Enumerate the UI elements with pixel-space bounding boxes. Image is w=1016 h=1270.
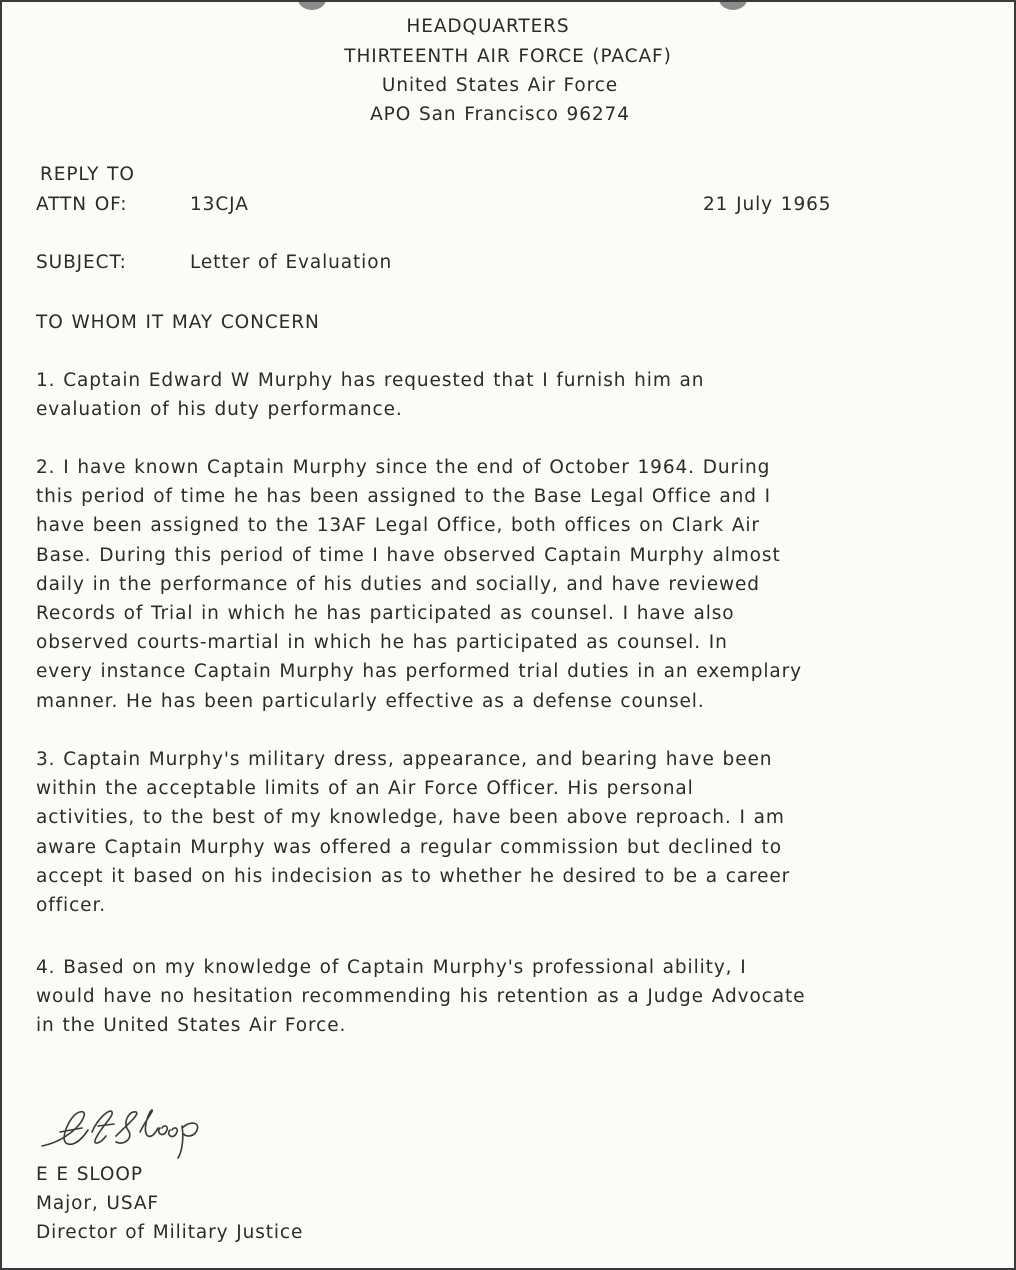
- paragraph-line: evaluation of his duty performance.: [36, 399, 403, 421]
- paragraph-line: every instance Captain Murphy has performed trial duties in an exemplary: [36, 661, 802, 683]
- paragraph-line: in the United States Air Force.: [36, 1015, 347, 1037]
- letter-date: 21 July 1965: [703, 194, 832, 215]
- salutation: TO WHOM IT MAY CONCERN: [36, 312, 320, 333]
- paragraph-line: within the acceptable limits of an Air Force Officer. His personal: [36, 778, 694, 800]
- signature-block: [36, 1160, 303, 1248]
- paragraph-line: 4. Based on my knowledge of Captain Murphy's professional ability, I: [36, 957, 747, 978]
- paragraph-line: this period of time he has been assigned to the Base Legal Office and I: [36, 486, 772, 508]
- paragraph-line: have been assigned to the 13AF Legal Office, both offices on Clark Air: [36, 515, 760, 537]
- punch-hole-left: [298, 0, 326, 10]
- paragraph-4: [36, 953, 805, 1041]
- signer-rank: Major, USAF: [36, 1193, 159, 1215]
- letterhead-line-1: HEADQUARTERS: [406, 16, 570, 37]
- punch-hole-right: [719, 0, 747, 10]
- letterhead-line-2: THIRTEENTH AIR FORCE (PACAF): [344, 46, 672, 67]
- subject-text: Letter of Evaluation: [190, 252, 393, 273]
- attn-of-label: ATTN OF:: [36, 194, 128, 215]
- letterhead-line-3: United States Air Force: [381, 75, 619, 96]
- paragraph-line: manner. He has been particularly effective as a defense counsel.: [36, 690, 705, 712]
- paragraph-line: 2. I have known Captain Murphy since the end of October 1964. During: [36, 457, 771, 478]
- signer-title: Director of Military Justice: [36, 1222, 304, 1244]
- subject-label: SUBJECT:: [36, 252, 127, 273]
- paragraph-line: 1. Captain Edward W Murphy has requested that I furnish him an: [36, 370, 705, 391]
- reply-to-label: REPLY TO: [40, 164, 135, 185]
- signer-name: E E SLOOP: [36, 1164, 143, 1185]
- paragraph-line: observed courts-martial in which he has participated as counsel. In: [36, 632, 728, 654]
- paragraph-line: officer.: [36, 895, 107, 917]
- paragraph-line: activities, to the best of my knowledge, have been above reproach. I am: [36, 807, 785, 829]
- paragraph-line: Base. During this period of time I have observed Captain Murphy almost: [36, 544, 781, 566]
- paragraph-line: 3. Captain Murphy's military dress, appearance, and bearing have been: [36, 749, 773, 770]
- paragraph-3: [36, 745, 790, 920]
- paragraph-line: Records of Trial in which he has participated as counsel. I have also: [36, 603, 735, 625]
- paragraph-2: [36, 453, 802, 716]
- paragraph-line: daily in the performance of his duties and socially, and have reviewed: [36, 573, 760, 595]
- letterhead-line-4: APO San Francisco 96274: [370, 104, 630, 125]
- handwritten-signature: [32, 1102, 232, 1162]
- paragraph-line: accept it based on his indecision as to whether he desired to be a career: [36, 865, 791, 887]
- paragraph-1: [36, 366, 704, 424]
- office-symbol: 13CJA: [190, 194, 249, 215]
- paragraph-line: would have no hesitation recommending his retention as a Judge Advocate: [36, 986, 806, 1008]
- paragraph-line: aware Captain Murphy was offered a regular commission but declined to: [36, 836, 782, 858]
